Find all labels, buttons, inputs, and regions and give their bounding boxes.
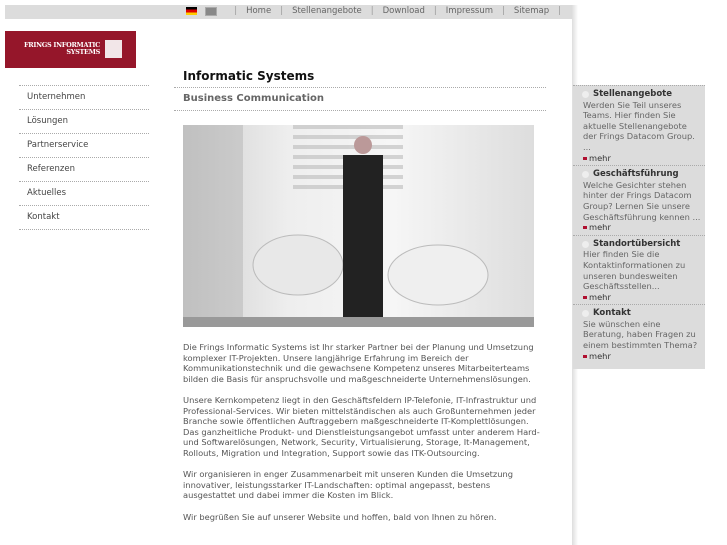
left-nav [19,85,149,230]
sidebar-box-kontakt [573,304,705,369]
separator: | [370,6,374,16]
top-nav [186,6,570,16]
sidebar-box-standortuebersicht [573,235,705,305]
sidebar-box-stellenangebote [573,85,705,165]
box-title[interactable]: Geschäftsführung [593,169,701,180]
divider [174,110,546,111]
paragraph: Wir organisieren in enger Zusammenarbeit mit unseren Kunden die Umsetzung innovativer, leistungsstarker IT-Landschaften: optimal angepasst, bestens ausgestattet und dabei immer die Kosten im Blick. [183,469,514,501]
more-link[interactable]: mehr [583,292,701,303]
separator: | [234,6,238,16]
separator: | [280,6,284,16]
paragraph: Unsere Kernkompetenz liegt in den Geschäftsfeldern IP-Telefonie, IT-Infrastruktur und Professional-Services. Wir bieten mittelständischen als auch Großunternehmen jeder Branche sowie öffentlichen Auftraggebern maßgeschneiderte IT-Komplettlösungen. Das ganzheitliche Produkt- und Dienstleistungsangebot umfasst unter anderem Hard- und Softwarelösungen, Network, Security, Virtualisierung, Storage, It-Management, Rollouts, Migration und Integration, Support sowie das ITK-Outsourcing. [183,394,540,458]
box-text: Sie wünschen eine Beratung, haben Fragen zu einem bestimmten Thema? [583,318,698,351]
logo-text-1: FRINGS INFORMATIC [23,41,100,49]
sidebar-box-geschaeftsfuehrung [573,165,705,235]
more-link[interactable]: mehr [583,222,701,233]
more-link[interactable]: mehr [583,351,701,362]
german-flag-icon[interactable] [186,7,197,15]
nav-impressum[interactable]: Impressum [445,6,494,16]
logo[interactable] [5,31,136,68]
nav-home[interactable]: Home [246,6,272,16]
nav-stellenangebote[interactable]: Stellenangebote [292,6,362,16]
main-content [183,342,543,533]
leftnav-kontakt[interactable]: Kontakt [19,205,149,230]
hero-photo [183,125,534,327]
paragraph: Wir begrüßen Sie auf unserer Website und hoffen, bald von Ihnen zu hören. [183,511,497,522]
separator: | [502,6,505,16]
leftnav-partnerservice[interactable]: Partnerservice [19,133,149,157]
box-title[interactable]: Stellenangebote [593,89,701,100]
logo-mark-icon [105,40,122,58]
box-text: Hier finden Sie die Kontaktinformationen zu unseren bundesweiten Geschäftsstellen... [583,249,686,292]
nav-download[interactable]: Download [382,6,425,16]
logo-text-2: SYSTEMS [66,48,100,56]
more-link[interactable]: mehr [583,153,701,164]
leftnav-aktuelles[interactable]: Aktuelles [19,181,149,205]
page-subtitle: Business Communication [183,93,324,104]
box-text: Werden Sie Teil unseres Teams. Hier finden Sie aktuelle Stellenangebote der Frings Datacom Group. ... [583,99,695,152]
separator: | [558,6,561,16]
box-title[interactable]: Standortübersicht [593,239,701,250]
divider [174,87,546,88]
office-photo-illustration [183,125,534,327]
page-title: Informatic Systems [183,69,315,83]
leftnav-unternehmen[interactable]: Unternehmen [19,85,149,109]
box-text: Welche Gesichter stehen hinter der Frings Datacom Group? Lernen Sie unsere Geschäftsführung kennen ... [583,179,701,222]
separator: | [433,6,437,16]
right-sidebar [573,85,705,369]
top-bar [5,5,572,19]
leftnav-loesungen[interactable]: Lösungen [19,109,149,133]
paragraph: Die Frings Informatic Systems ist Ihr starker Partner bei der Planung und Umsetzung komplexer IT-Projekten. Unsere langjährige Erfahrung im Bereich der Kommunikationstechnik und die gewachsene Kompetenz unseres Mitarbeiterteams bilden die Basis für anspruchsvolle und maßgeschneiderte Unternehmenslösungen. [183,342,534,384]
leftnav-referenzen[interactable]: Referenzen [19,157,149,181]
box-title[interactable]: Kontakt [593,308,701,319]
english-flag-icon[interactable] [205,7,217,16]
nav-sitemap[interactable]: Sitemap [513,6,550,16]
